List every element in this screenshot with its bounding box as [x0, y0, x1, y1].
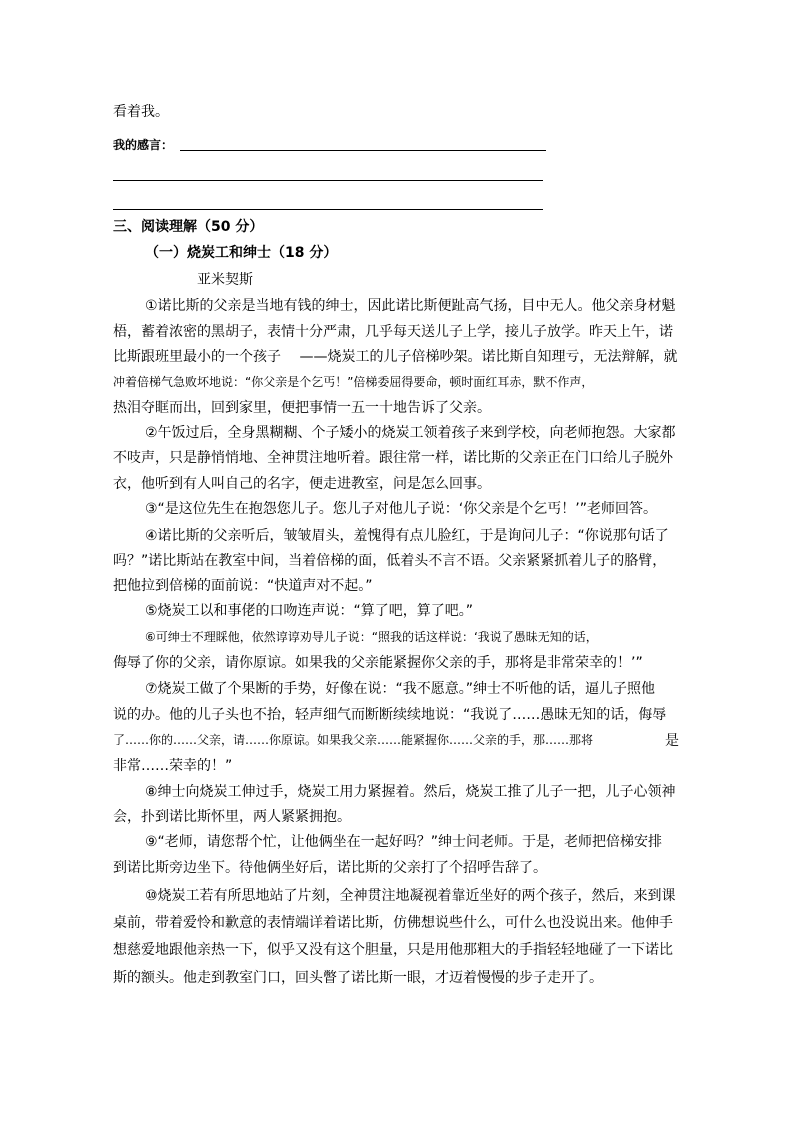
paragraph-line: ⑦烧炭工做了个果断的手势，好像在说：“我不愿意。”绅士不听他的话，逼儿子照他 [145, 681, 656, 697]
paragraph-line: ②午饭过后，全身黑糊糊、个子矮小的烧炭工领着孩子来到学校，向老师抱怨。大家都 [145, 425, 676, 441]
paragraph-line: ⑤烧炭工以和事佬的口吻连声说：“算了吧，算了吧。” [145, 603, 474, 619]
paragraph-line: 比斯跟班里最小的一个孩子 ——烧炭工的儿子倍梯吵架。诺比斯自知理亏，无法辩解，就 [113, 349, 678, 365]
paragraph-line: ⑨“老师，请您帮个忙，让他俩坐在一起好吗？”绅士问老师。于是，老师把倍梯安排 [145, 834, 663, 850]
paragraph-line: 侮辱了你的父亲，请你原谅。如果我的父亲能紧握你父亲的手，那将是非常荣幸的！’” [113, 655, 643, 671]
author-name: 亚米契斯 [197, 272, 253, 288]
paragraph-line: 会，扑到诺比斯怀里，两人紧紧拥抱。 [113, 809, 351, 825]
paragraph-line-end: 是 [665, 733, 679, 749]
paragraph-line: ①诺比斯的父亲是当地有钱的绅士，因此诺比斯便趾高气扬，目中无人。他父亲身材魁 [145, 298, 676, 314]
paragraph-line: 冲着倍梯气急败坏地说：“你父亲是个乞丐！”倍梯委屈得要命，顿时面红耳赤，默不作声， [113, 375, 594, 389]
paragraph-line: 把他拉到倍梯的面前说：“快道声对不起。” [113, 578, 373, 594]
answer-line-1[interactable] [180, 150, 546, 151]
paragraph-line: 想慈爱地跟他亲热一下，似乎又没有这个胆量，只是用他那粗大的手指轻轻地碰了一下诺比 [113, 942, 673, 958]
paragraph-line: 斯的额头。他走到教室门口，回头瞥了诺比斯一眼，才迈着慢慢的步子走开了。 [113, 970, 603, 986]
section-heading: 三、阅读理解（50 分） [113, 219, 264, 235]
paragraph-line: ④诺比斯的父亲听后，皱皱眉头，羞愧得有点儿脸红，于是询问儿子：“你说那句话了 [145, 528, 669, 544]
paragraph-line: ⑩烧炭工若有所思地站了片刻，全神贯注地凝视着靠近坐好的两个孩子，然后，来到课 [145, 888, 676, 904]
paragraph-line: 说的办。他的儿子头也不抬，轻声细气而断断续续地说：“我说了……愚昧无知的话，侮辱 [113, 707, 667, 723]
paragraph-line: 衣，他听到有人叫自己的名字，便走进教室，问是怎么回事。 [113, 476, 491, 492]
answer-line-2[interactable] [113, 180, 543, 181]
reflection-label: 我的感言： [113, 138, 174, 152]
paragraph-line: 梧，蓄着浓密的黑胡子，表情十分严肃，几乎每天送儿子上学，接儿子放学。昨天上午，诺 [113, 324, 673, 340]
paragraph-line: ⑥可绅士不理睬他，依然谆谆劝导儿子说：“照我的话这样说：‘我说了愚昧无知的话， [145, 630, 598, 644]
paragraph-line: 桌前，带着爱怜和歉意的表情端详着诺比斯，仿佛想说些什么，可什么也没说出来。他伸手 [113, 915, 673, 931]
paragraph-line: 到诺比斯旁边坐下。待他俩坐好后，诺比斯的父亲打了个招呼告辞了。 [113, 860, 547, 876]
paragraph-line: 了……你的……父亲，请……你原谅。如果我父亲……能紧握你……父亲的手，那……那将 [113, 733, 594, 747]
subsection-heading: （一）烧炭工和绅士（18 分） [145, 245, 338, 261]
paragraph-line: 吗？”诺比斯站在教室中间，当着倍梯的面，低着头不言不语。父亲紧紧抓着儿子的胳臂， [113, 553, 667, 569]
intro-line: 看着我。 [113, 104, 169, 120]
paragraph-line: ⑧绅士向烧炭工伸过手，烧炭工用力紧握着。然后，烧炭工推了儿子一把，儿子心领神 [145, 784, 676, 800]
paragraph-line: 不吱声，只是静悄悄地、全神贯注地听着。跟往常一样，诺比斯的父亲正在门口给儿子脱外 [113, 450, 673, 466]
paragraph-line: 非常……荣幸的！” [113, 758, 233, 774]
paragraph-line: 热泪夺眶而出，回到家里，便把事情一五一十地告诉了父亲。 [113, 400, 491, 416]
answer-line-3[interactable] [113, 209, 543, 210]
paragraph-line: ③“是这位先生在抱怨您儿子。您儿子对他儿子说：‘你父亲是个乞丐！’”老师回答。 [145, 501, 657, 517]
